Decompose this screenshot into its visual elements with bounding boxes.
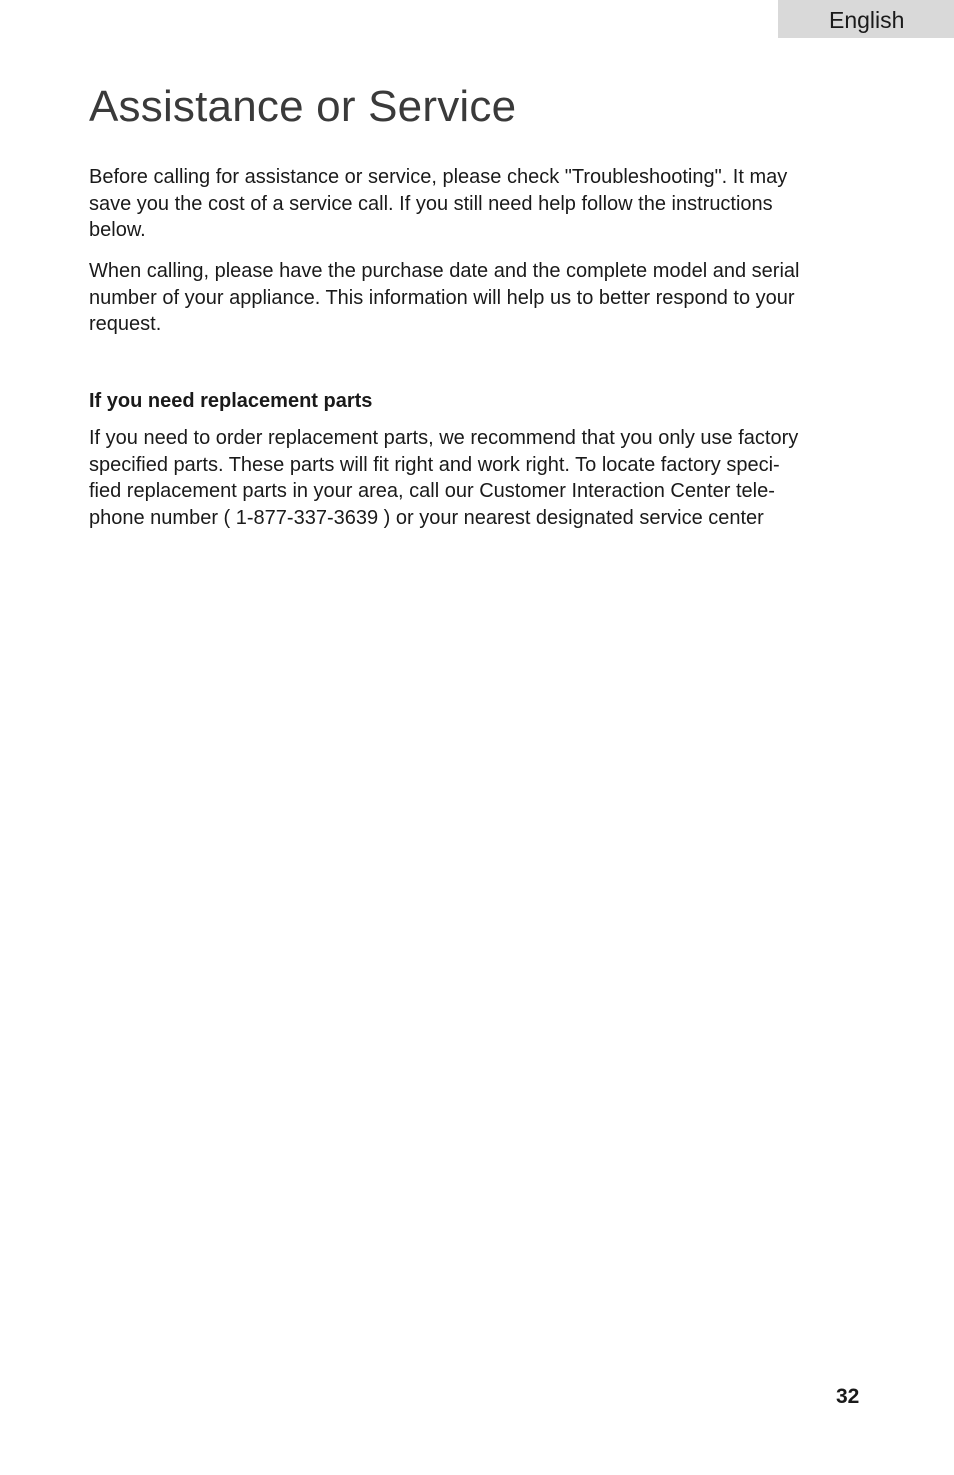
language-label: English bbox=[829, 7, 905, 33]
text-line: If you need to order replacement parts, we recommend that you only use factory bbox=[89, 427, 799, 449]
page-title: Assistance or Service bbox=[89, 82, 517, 131]
replacement-parts-paragraph bbox=[89, 425, 879, 531]
text-line: phone number ( 1-877-337-3639 ) or your nearest designated service center bbox=[89, 506, 764, 529]
text-line: Before calling for assistance or service, please check "Troubleshooting". It may bbox=[89, 166, 788, 188]
text-line: request. bbox=[89, 313, 162, 335]
text-line: When calling, please have the purchase date and the complete model and serial bbox=[89, 260, 800, 282]
page-number: 32 bbox=[836, 1385, 860, 1408]
replacement-parts-heading: If you need replacement parts bbox=[89, 390, 373, 412]
calling-paragraph bbox=[89, 258, 879, 338]
text-line: below. bbox=[89, 219, 146, 241]
text-line: number of your appliance. This information will help us to better respond to your bbox=[89, 286, 795, 309]
text-line: fied replacement parts in your area, call our Customer Interaction Center tele- bbox=[89, 480, 775, 502]
intro-paragraph bbox=[89, 164, 879, 244]
text-line: specified parts. These parts will fit right and work right. To locate factory speci- bbox=[89, 453, 780, 476]
text-line: save you the cost of a service call. If you still need help follow the instructions bbox=[89, 192, 773, 215]
language-tab bbox=[778, 0, 954, 38]
